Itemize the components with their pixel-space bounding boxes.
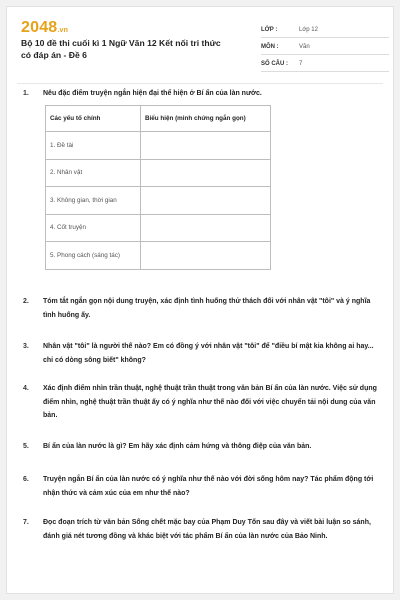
meta-key: LỚP : — [261, 27, 278, 33]
exam-meta — [261, 21, 389, 72]
answer-table — [45, 105, 271, 270]
question-text: Bí ẩn của làn nước là gì? Em hãy xác định cảm hứng và thông điệp của văn bản. — [43, 443, 312, 450]
site-logo[interactable]: 2048.vn — [21, 19, 69, 36]
table-row — [46, 214, 271, 242]
question-text: Tóm tắt ngắn gọn nội dung truyện, xác định tình huống thử thách đối với nhân vật "tôi" và ý nghĩa tình huống ấy. — [43, 298, 371, 319]
table-cell: 4. Cốt truyện — [46, 214, 141, 242]
table-cell-answer[interactable] — [141, 132, 271, 160]
table-cell: 5. Phong cách (sáng tác) — [46, 242, 141, 270]
meta-key: SỐ CÂU : — [261, 61, 288, 67]
question-number: 6. — [23, 476, 29, 483]
header-divider — [17, 83, 383, 84]
table-row — [46, 242, 271, 270]
document-title: Bộ 10 đề thi cuối kì 1 Ngữ Văn 12 Kết nối tri thức có đáp án - Đề 6 — [21, 38, 221, 60]
table-cell: 2. Nhân vật — [46, 159, 141, 187]
meta-row-subject — [261, 38, 389, 55]
meta-row-class — [261, 21, 389, 38]
question-1 — [23, 87, 383, 101]
question-number: 1. — [23, 90, 29, 97]
question-text: Nhân vật "tôi" là người thế nào? Em có đồng ý với nhân vật "tôi" để "điều bí mật kia không ai hay... chỉ có dòng sông biết" không? — [43, 343, 374, 364]
question-number: 2. — [23, 298, 29, 305]
question-6 — [23, 473, 383, 501]
table-cell-answer[interactable] — [141, 214, 271, 242]
question-4 — [23, 382, 383, 424]
question-number: 3. — [23, 343, 29, 350]
table-cell-answer[interactable] — [141, 242, 271, 270]
question-7 — [23, 516, 383, 544]
meta-value: Lớp 12 — [299, 27, 318, 33]
table-row — [46, 132, 271, 160]
question-text: Nêu đặc điểm truyện ngắn hiện đại thể hiện ở Bí ẩn của làn nước. — [43, 90, 262, 97]
question-5 — [23, 440, 383, 454]
meta-key: MÔN : — [261, 44, 279, 50]
table-header-cell: Các yếu tố chính — [46, 106, 141, 132]
table-row — [46, 159, 271, 187]
question-2 — [23, 295, 383, 323]
table-header-row — [46, 106, 271, 132]
meta-value: Văn — [299, 44, 310, 50]
table-cell-answer[interactable] — [141, 187, 271, 215]
table-cell-answer[interactable] — [141, 159, 271, 187]
question-number: 7. — [23, 519, 29, 526]
table-cell: 1. Đề tài — [46, 132, 141, 160]
question-number: 4. — [23, 385, 29, 392]
question-text: Đọc đoạn trích từ văn bản Sống chết mặc bay của Phạm Duy Tốn sau đây và viết bài luận so sánh, đánh giá nét tương đồng và khác biệt với tác phẩm Bí ẩn của làn nước của Bảo Ninh. — [43, 519, 371, 540]
page-header — [21, 19, 381, 77]
table-header-cell: Biểu hiện (minh chứng ngắn gọn) — [141, 106, 271, 132]
exam-page — [6, 6, 394, 594]
meta-value: 7 — [299, 61, 303, 67]
question-3 — [23, 340, 383, 368]
question-text: Xác định điểm nhìn trần thuật, nghệ thuật trần thuật trong văn bản Bí ẩn của làn nước. Việc sử dụng điểm nhìn, nghệ thuật trần thuật ấy có ý nghĩa như thế nào đối với việc chuyển tải nội dung của văn bản. — [43, 385, 377, 419]
table-cell: 3. Không gian, thời gian — [46, 187, 141, 215]
question-number: 5. — [23, 443, 29, 450]
meta-row-count — [261, 55, 389, 72]
table-row — [46, 187, 271, 215]
question-text: Truyện ngắn Bí ẩn của làn nước có ý nghĩa như thế nào với đời sống hôm nay? Tác phẩm động tới nhận thức và cảm xúc của em như thế nào? — [43, 476, 374, 497]
